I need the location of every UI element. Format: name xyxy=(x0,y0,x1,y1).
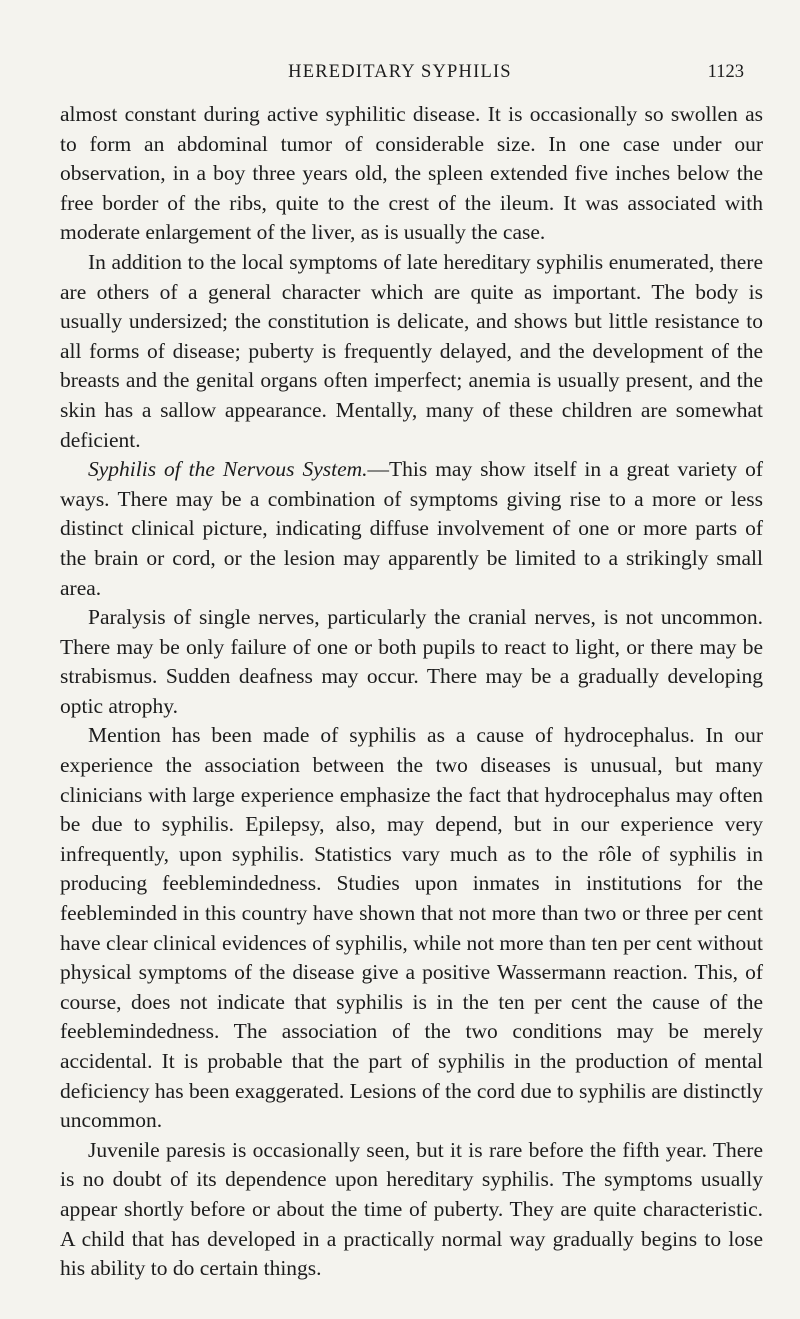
body-text xyxy=(60,100,763,1284)
section-heading-nervous-system: Syphilis of the Nervous System. xyxy=(88,457,368,482)
paragraph-general-symptoms: In addition to the local symptoms of late hereditary syphilis enumerated, there are others of a general character which are quite as important. The body is usually undersized; the constitution is delicate, and shows but little resistance to all forms of disease; puberty is frequently delayed, and the development of the breasts and the genital organs often imperfect; anemia is usually present, and the skin has a sallow appearance. Mentally, many of these children are somewhat deficient. xyxy=(60,249,763,452)
running-head-title: HEREDITARY SYPHILIS xyxy=(288,62,512,82)
running-head xyxy=(0,62,800,86)
paragraph-spleen-continued: almost constant during active syphilitic disease. It is occasionally so swollen as to form an abdominal tumor of considerable size. In one case under our observation, in a boy three years old, the spleen extended five inches below the free border of the ribs, quite to the crest of the ileum. It was associated with moderate enlargement of the liver, as is usually the case. xyxy=(60,102,763,245)
paragraph-nervous-system xyxy=(60,455,763,603)
paragraph-juvenile-paresis: Juvenile paresis is occasionally seen, but it is rare before the fifth year. There is no doubt of its dependence upon hereditary syphilis. The symptoms usually appear shortly before or about the time of puberty. They are quite characteristic. A child that has developed in a practically normal way gradually begins to lose his ability to do certain things. xyxy=(60,1137,763,1281)
paragraph-paralysis: Paralysis of single nerves, particularly the cranial nerves, is not uncommon. There may be only failure of one or both pupils to react to light, or there may be strabismus. Sudden deafness may occur. There may be a gradually developing optic atrophy. xyxy=(60,605,763,718)
page-number: 1123 xyxy=(707,62,744,82)
paragraph-nervous-system-text: —This may show itself in a great variety of ways. There may be a combination of symptoms giving rise to a more or less distinct clinical picture, indicating diffuse involvement of one or more parts of the brain or cord, or the lesion may apparently be limited to a strikingly small area. xyxy=(60,457,763,600)
paragraph-hydrocephalus: Mention has been made of syphilis as a cause of hydrocephalus. In our experience the association between the two diseases is unusual, but many clinicians with large experience emphasize the fact that hydrocephalus may often be due to syphilis. Epilepsy, also, may depend, but in our experience very infrequently, upon syphilis. Statistics vary much as to the rôle of syphilis in producing feeblemindedness. Studies upon inmates in institutions for the feebleminded in this country have shown that not more than two or three per cent have clear clinical evidences of syphilis, while not more than ten per cent without physical symptoms of the disease give a positive Wassermann reaction. This, of course, does not indicate that syphilis is in the ten per cent the cause of the feeblemindedness. The association of the two conditions may be merely accidental. It is probable that the part of syphilis in the production of mental deficiency has been exaggerated. Lesions of the cord due to syphilis are distinctly uncommon. xyxy=(60,723,763,1133)
